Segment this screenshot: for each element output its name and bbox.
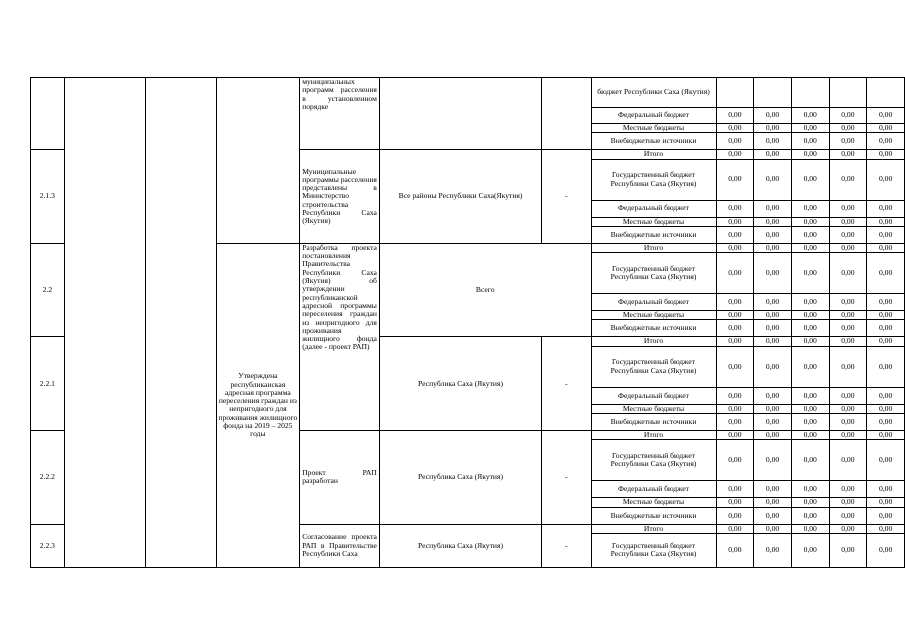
value-cell: 0,00 [829, 133, 867, 150]
row-number-cell: 2.2.3 [31, 524, 65, 567]
row-number-cell: 2.2.2 [31, 431, 65, 525]
source-label: Местные бюджеты [591, 498, 716, 507]
value-cell: 0,00 [716, 440, 754, 481]
value-cell: 0,00 [791, 253, 829, 294]
value-cell: 0,00 [867, 507, 905, 524]
value-cell: 0,00 [791, 440, 829, 481]
source-label: Местные бюджеты [591, 404, 716, 413]
value-cell: 0,00 [716, 108, 754, 124]
value-cell: 0,00 [716, 150, 754, 159]
value-cell: 0,00 [867, 346, 905, 387]
value-cell: 0,00 [716, 507, 754, 524]
dash-cell [542, 78, 591, 150]
value-cell: 0,00 [791, 498, 829, 507]
source-label: Федеральный бюджет [591, 200, 716, 217]
value-cell: 0,00 [829, 294, 867, 311]
row-number-cell: 2.1.3 [31, 150, 65, 244]
value-cell: 0,00 [829, 243, 867, 252]
value-cell: 0,00 [791, 217, 829, 226]
row-number-cell [31, 78, 65, 150]
value-cell: 0,00 [829, 226, 867, 243]
value-cell: 0,00 [829, 507, 867, 524]
source-label: Государственный бюджет Республики Саха (Якутия) [591, 346, 716, 387]
value-cell: 0,00 [867, 533, 905, 567]
value-cell: 0,00 [754, 431, 792, 440]
source-label: Федеральный бюджет [591, 108, 716, 124]
value-cell: 0,00 [867, 431, 905, 440]
source-label: Государственный бюджет Республики Саха (Якутия) [591, 253, 716, 294]
value-cell: 0,00 [716, 414, 754, 431]
value-cell: 0,00 [867, 253, 905, 294]
dash-cell: - [542, 524, 591, 567]
executor-cell: Республика Саха (Якутия) [379, 337, 541, 431]
value-cell: 0,00 [754, 387, 792, 404]
value-cell: 0,00 [791, 243, 829, 252]
value-cell: 0,00 [754, 414, 792, 431]
task-column [64, 78, 145, 568]
value-cell: 0,00 [754, 404, 792, 413]
dash-cell: - [542, 337, 591, 431]
value-cell [716, 78, 754, 108]
source-label: Внебюджетные источники [591, 226, 716, 243]
value-cell [829, 78, 867, 108]
value-cell: 0,00 [829, 150, 867, 159]
value-cell: 0,00 [867, 243, 905, 252]
value-cell: 0,00 [791, 150, 829, 159]
value-cell: 0,00 [716, 481, 754, 498]
value-cell: 0,00 [791, 159, 829, 200]
value-cell [867, 78, 905, 108]
value-cell: 0,00 [829, 440, 867, 481]
value-cell: 0,00 [754, 337, 792, 346]
event-text: Согласование проекта РАП в Правительстве Республики Саха [300, 524, 380, 567]
value-cell: 0,00 [716, 226, 754, 243]
value-cell [754, 78, 792, 108]
value-cell: 0,00 [791, 414, 829, 431]
value-cell: 0,00 [754, 524, 792, 533]
source-label: Государственный бюджет Республики Саха (Якутия) [591, 533, 716, 567]
value-cell: 0,00 [867, 524, 905, 533]
program-table [30, 77, 905, 568]
value-cell: 0,00 [754, 124, 792, 133]
source-label: Федеральный бюджет [591, 294, 716, 311]
value-cell: 0,00 [754, 320, 792, 337]
value-cell: 0,00 [791, 200, 829, 217]
value-cell: 0,00 [754, 200, 792, 217]
value-cell: 0,00 [867, 217, 905, 226]
source-label: Итого [591, 150, 716, 159]
value-cell: 0,00 [716, 311, 754, 320]
value-cell: 0,00 [867, 200, 905, 217]
source-label: Государственный бюджет Республики Саха (Якутия) [591, 440, 716, 481]
value-cell: 0,00 [754, 226, 792, 243]
value-cell: 0,00 [754, 440, 792, 481]
value-cell: 0,00 [867, 294, 905, 311]
value-cell: 0,00 [754, 294, 792, 311]
value-cell: 0,00 [754, 346, 792, 387]
value-cell: 0,00 [754, 150, 792, 159]
value-cell: 0,00 [791, 481, 829, 498]
source-label: Итого [591, 431, 716, 440]
executor-cell: Республика Саха (Якутия) [379, 524, 541, 567]
value-cell: 0,00 [829, 414, 867, 431]
value-cell: 0,00 [716, 346, 754, 387]
value-cell: 0,00 [829, 124, 867, 133]
value-cell: 0,00 [829, 320, 867, 337]
value-cell: 0,00 [829, 404, 867, 413]
value-cell: 0,00 [829, 159, 867, 200]
source-label: Внебюджетные источники [591, 507, 716, 524]
value-cell: 0,00 [716, 431, 754, 440]
value-cell: 0,00 [867, 159, 905, 200]
value-cell: 0,00 [867, 108, 905, 124]
value-cell: 0,00 [829, 346, 867, 387]
result-column [216, 78, 300, 244]
source-label: Внебюджетные источники [591, 414, 716, 431]
value-cell: 0,00 [867, 387, 905, 404]
source-label: Итого [591, 243, 716, 252]
value-cell: 0,00 [829, 200, 867, 217]
value-cell: 0,00 [754, 159, 792, 200]
value-cell: 0,00 [829, 387, 867, 404]
value-cell: 0,00 [754, 311, 792, 320]
subtask-column [145, 78, 216, 568]
value-cell: 0,00 [791, 404, 829, 413]
value-cell: 0,00 [867, 481, 905, 498]
dash-cell: - [542, 150, 591, 244]
value-cell: 0,00 [829, 337, 867, 346]
source-label: Местные бюджеты [591, 124, 716, 133]
value-cell: 0,00 [791, 124, 829, 133]
value-cell: 0,00 [716, 159, 754, 200]
value-cell: 0,00 [716, 498, 754, 507]
value-cell: 0,00 [716, 387, 754, 404]
value-cell: 0,00 [867, 226, 905, 243]
value-cell: 0,00 [791, 533, 829, 567]
executor-cell [379, 78, 541, 150]
value-cell: 0,00 [754, 217, 792, 226]
value-cell: 0,00 [754, 108, 792, 124]
value-cell: 0,00 [716, 243, 754, 252]
source-label: Государственный бюджет Республики Саха (Якутия) [591, 159, 716, 200]
value-cell: 0,00 [791, 133, 829, 150]
table-row [31, 78, 905, 108]
value-cell: 0,00 [716, 337, 754, 346]
value-cell: 0,00 [791, 320, 829, 337]
value-cell: 0,00 [716, 253, 754, 294]
value-cell: 0,00 [867, 498, 905, 507]
source-label: Федеральный бюджет [591, 481, 716, 498]
value-cell: 0,00 [867, 311, 905, 320]
value-cell: 0,00 [867, 150, 905, 159]
source-label: Внебюджетные источники [591, 320, 716, 337]
executor-cell: Все районы Республики Саха(Якутия) [379, 150, 541, 244]
value-cell: 0,00 [867, 337, 905, 346]
value-cell: 0,00 [754, 498, 792, 507]
value-cell: 0,00 [716, 320, 754, 337]
value-cell: 0,00 [829, 431, 867, 440]
value-cell: 0,00 [791, 387, 829, 404]
value-cell: 0,00 [829, 217, 867, 226]
row-number-cell: 2.2.1 [31, 337, 65, 431]
value-cell: 0,00 [754, 507, 792, 524]
value-cell: 0,00 [791, 337, 829, 346]
source-label: Местные бюджеты [591, 217, 716, 226]
event-text: Муниципальные программы расселения представлены в Министерство строительства Республики Саха (Якутия) [300, 150, 380, 244]
value-cell: 0,00 [754, 243, 792, 252]
value-cell: 0,00 [867, 440, 905, 481]
value-cell: 0,00 [829, 481, 867, 498]
value-cell: 0,00 [829, 253, 867, 294]
value-cell: 0,00 [716, 217, 754, 226]
value-cell: 0,00 [791, 108, 829, 124]
value-cell: 0,00 [791, 524, 829, 533]
value-cell: 0,00 [791, 431, 829, 440]
value-cell: 0,00 [867, 124, 905, 133]
value-cell: 0,00 [829, 108, 867, 124]
value-cell: 0,00 [716, 524, 754, 533]
source-label: бюджет Республики Саха (Якутия) [591, 78, 716, 108]
value-cell [791, 78, 829, 108]
value-cell: 0,00 [829, 498, 867, 507]
value-cell: 0,00 [829, 533, 867, 567]
value-cell: 0,00 [829, 524, 867, 533]
value-cell: 0,00 [867, 320, 905, 337]
value-cell: 0,00 [716, 133, 754, 150]
source-label: Итого [591, 524, 716, 533]
value-cell: 0,00 [791, 294, 829, 311]
source-label: Итого [591, 337, 716, 346]
event-text: муниципальных программ расселения в установленном порядке [300, 78, 380, 150]
value-cell: 0,00 [791, 311, 829, 320]
event-text: Проект РАП разработан [300, 431, 380, 525]
source-label: Внебюджетные источники [591, 133, 716, 150]
value-cell: 0,00 [791, 226, 829, 243]
value-cell: 0,00 [754, 253, 792, 294]
result-text: Утверждена республиканская адресная программа переселения граждан из непригодного для проживания жилищного фонда на 2019 – 2025 годы [216, 243, 300, 567]
value-cell: 0,00 [716, 124, 754, 133]
value-cell: 0,00 [754, 133, 792, 150]
row-number-cell: 2.2 [31, 243, 65, 337]
source-label: Местные бюджеты [591, 311, 716, 320]
value-cell: 0,00 [716, 200, 754, 217]
value-cell: 0,00 [716, 533, 754, 567]
value-cell: 0,00 [754, 481, 792, 498]
event-text: Разработка проекта постановления Правительства Республики Саха (Якутия) об утверждении республиканской адресной программы переселения граждан из непригодного для проживания жилищного фонда (далее - проект РАП) [300, 243, 380, 430]
value-cell: 0,00 [867, 133, 905, 150]
executor-cell: Всего [379, 243, 591, 337]
value-cell: 0,00 [791, 507, 829, 524]
dash-cell: - [542, 431, 591, 525]
value-cell: 0,00 [791, 346, 829, 387]
value-cell: 0,00 [716, 404, 754, 413]
value-cell: 0,00 [867, 404, 905, 413]
value-cell: 0,00 [754, 533, 792, 567]
value-cell: 0,00 [867, 414, 905, 431]
executor-cell: Республика Саха (Якутия) [379, 431, 541, 525]
value-cell: 0,00 [716, 294, 754, 311]
source-label: Федеральный бюджет [591, 387, 716, 404]
value-cell: 0,00 [829, 311, 867, 320]
